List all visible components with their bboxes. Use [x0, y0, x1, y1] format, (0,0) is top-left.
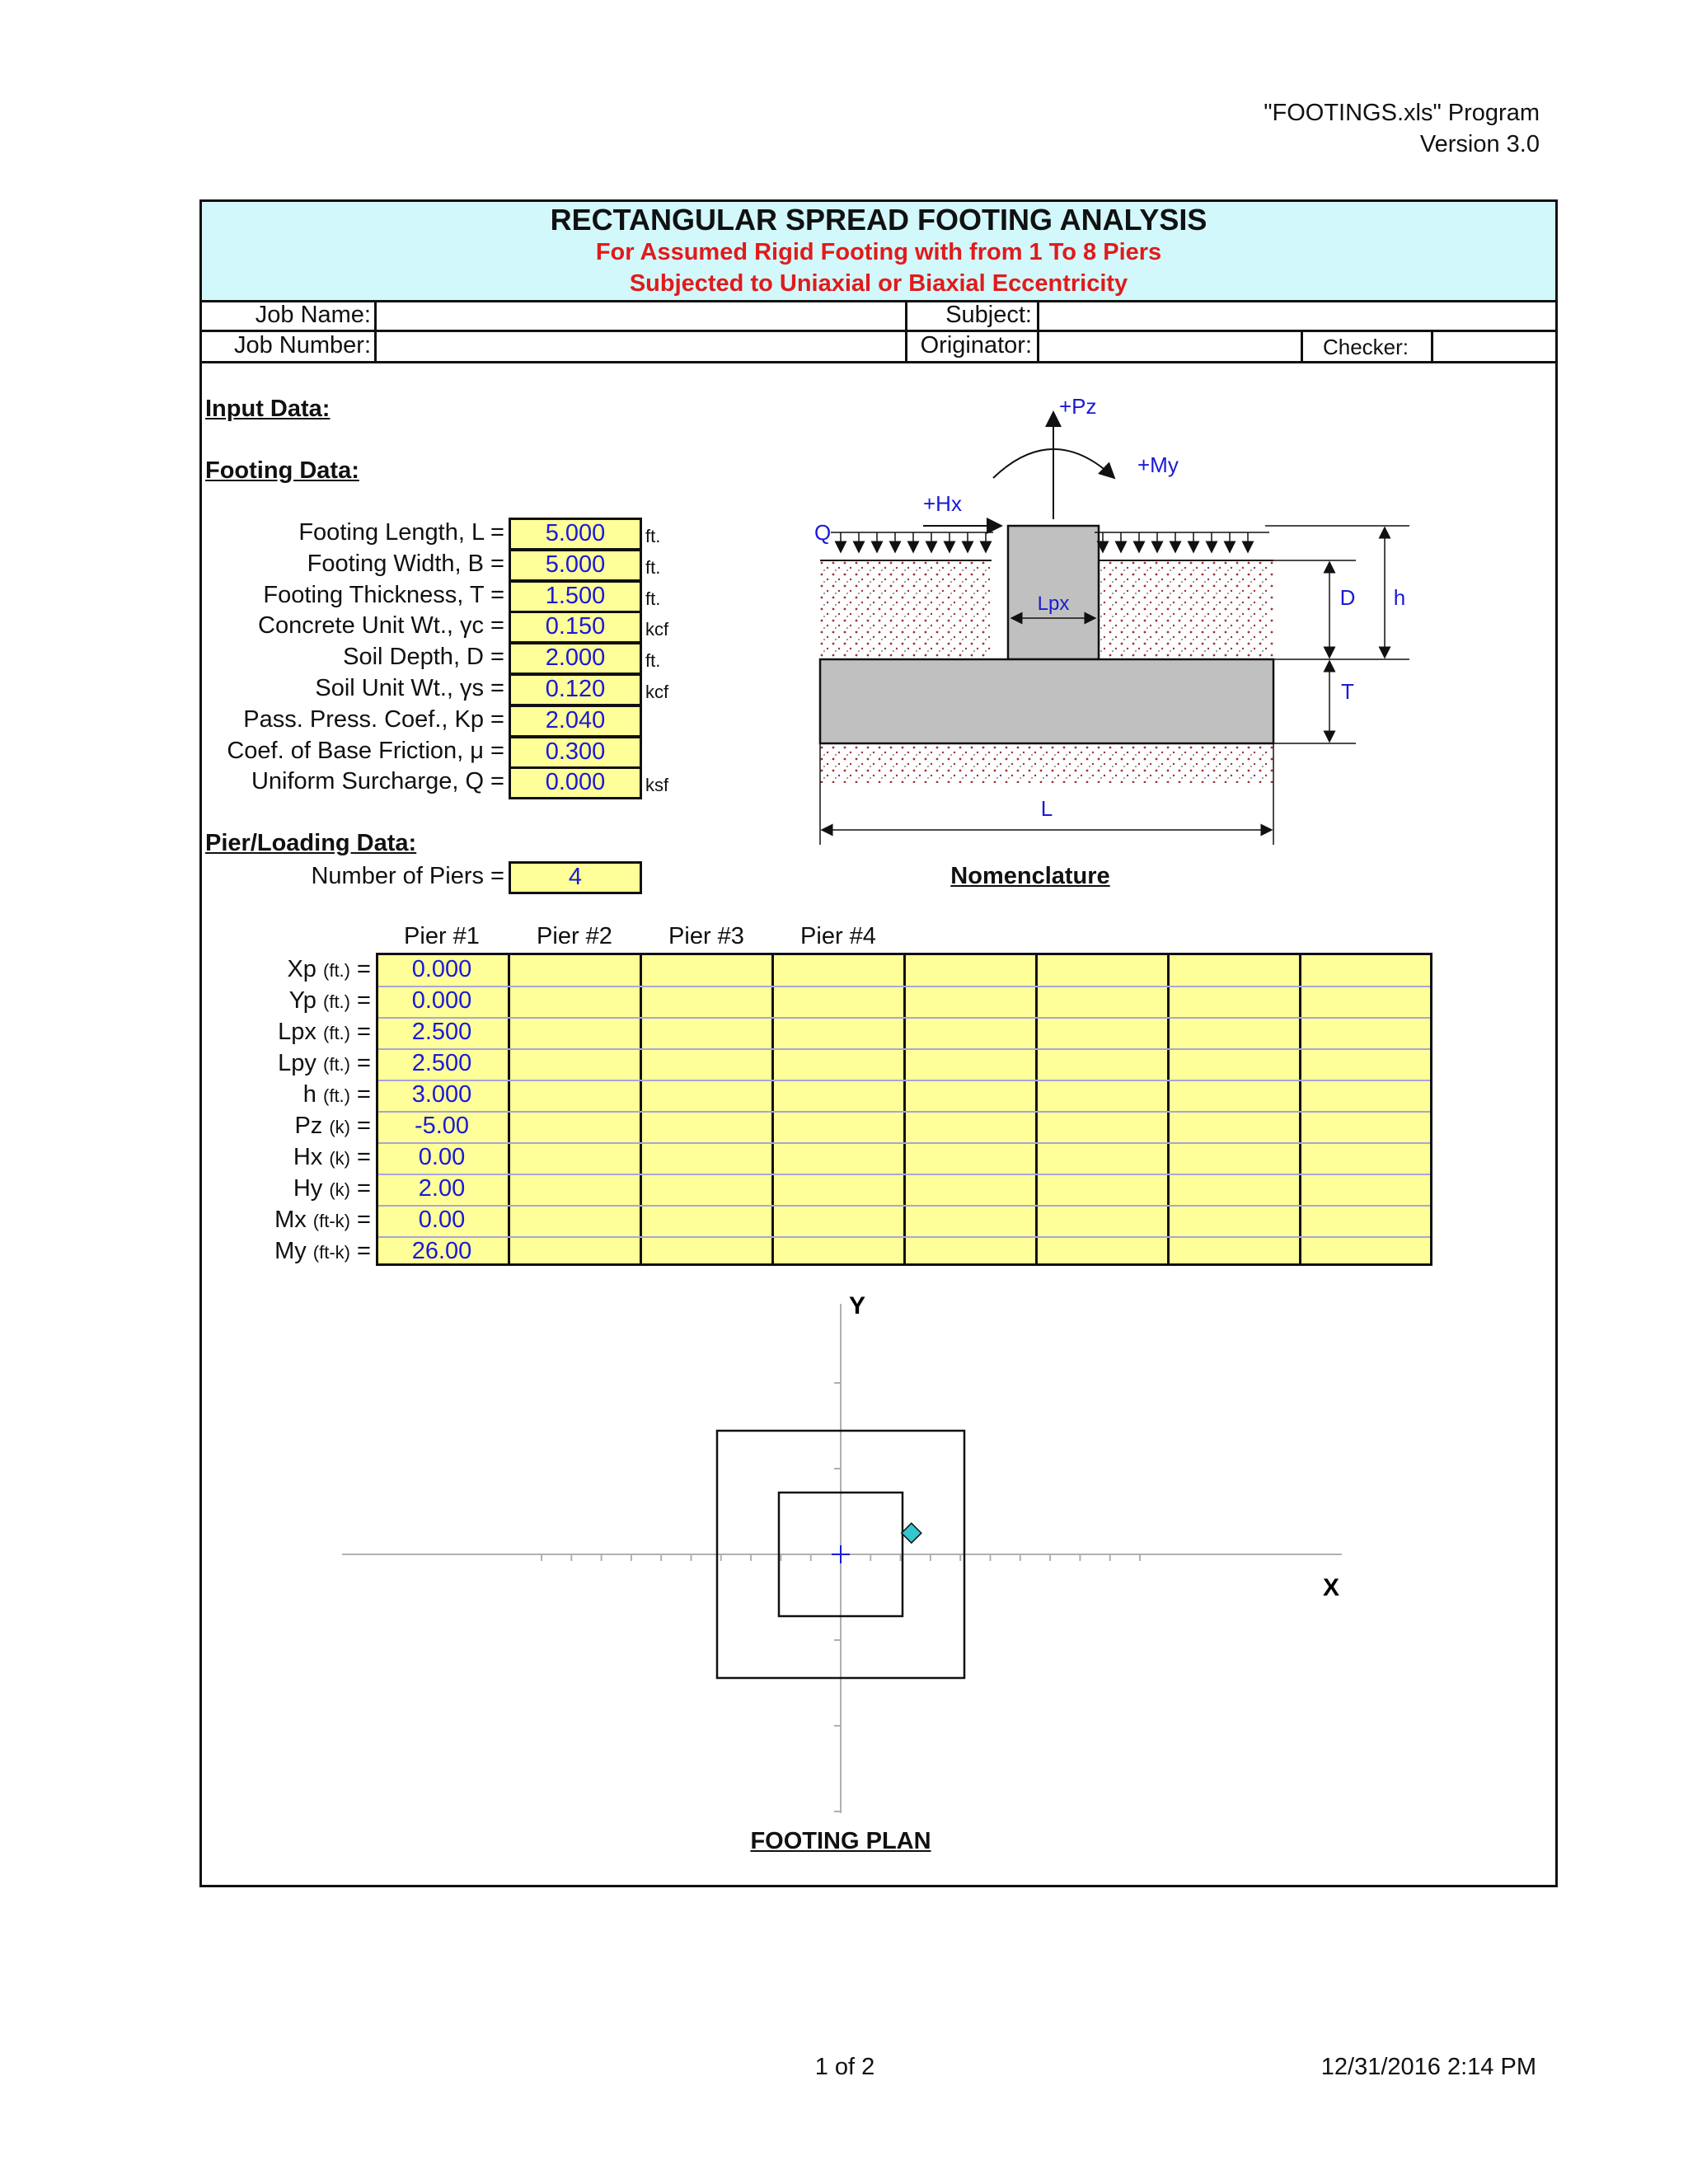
- row-label-lpy: Lpy (ft.) =: [278, 1050, 371, 1076]
- h-label: h: [1393, 585, 1406, 610]
- footing-width-unit: ft.: [645, 557, 661, 578]
- sheet-subtitle-1: For Assumed Rigid Footing with from 1 To 8 Piers: [595, 239, 1162, 265]
- plan-axes: [342, 1304, 1342, 1813]
- soil-fill-right: [1082, 560, 1273, 659]
- footing-plan: [330, 1286, 1360, 1863]
- pier-1-mx[interactable]: 0.00: [418, 1207, 466, 1233]
- pier-1-xp[interactable]: 0.000: [411, 956, 472, 982]
- footing-thickness-label: Footing Thickness, T =: [263, 582, 504, 608]
- row-label-pz: Pz (k) =: [294, 1113, 371, 1139]
- row-label-hy: Hy (k) =: [293, 1175, 371, 1202]
- divider: [905, 300, 907, 363]
- divider: [374, 300, 377, 363]
- soil-unit-wt-label: Soil Unit Wt., γs =: [315, 675, 504, 701]
- originator-label: Originator:: [920, 332, 1032, 359]
- number-of-piers-label: Number of Piers =: [311, 863, 504, 889]
- footing-thickness-input[interactable]: 1.500: [509, 580, 642, 613]
- uniform-surcharge-input[interactable]: 0.000: [509, 766, 642, 799]
- divider: [1301, 330, 1303, 363]
- resultant-marker: [902, 1523, 921, 1543]
- divider: [202, 361, 1555, 363]
- originator-field[interactable]: [1043, 332, 1296, 360]
- program-name: "FOOTINGS.xls" Program: [1264, 100, 1540, 126]
- q-label: Q: [814, 520, 832, 545]
- number-of-piers-input[interactable]: 4: [509, 861, 642, 894]
- pier-3-header: Pier #3: [668, 923, 744, 949]
- l-label: L: [1040, 796, 1053, 821]
- divider: [1431, 330, 1433, 363]
- base-friction-coef-input[interactable]: 0.300: [509, 736, 642, 769]
- soil-unit-wt-input[interactable]: 0.120: [509, 673, 642, 706]
- pier-1-pz[interactable]: -5.00: [414, 1113, 470, 1139]
- soil-unit-wt-unit: kcf: [645, 682, 669, 702]
- soil-depth-input[interactable]: 2.000: [509, 642, 642, 675]
- pier-4-header: Pier #4: [800, 923, 876, 949]
- passive-pressure-coef-input[interactable]: 2.040: [509, 705, 642, 738]
- footing-plan-title: FOOTING PLAN: [750, 1828, 931, 1854]
- row-label-hx: Hx (k) =: [293, 1144, 371, 1170]
- sheet-title: RECTANGULAR SPREAD FOOTING ANALYSIS: [550, 203, 1207, 237]
- soil-depth-unit: ft.: [645, 650, 661, 671]
- row-label-lpx: Lpx (ft.) =: [278, 1019, 371, 1045]
- concrete-unit-wt-unit: kcf: [645, 619, 669, 640]
- pier-1-hx[interactable]: 0.00: [418, 1144, 466, 1170]
- footing-data-heading: Footing Data:: [205, 457, 359, 484]
- footing-width-label: Footing Width, B =: [307, 551, 504, 577]
- pier-1-yp[interactable]: 0.000: [411, 987, 472, 1014]
- uniform-surcharge-label: Uniform Surcharge, Q =: [251, 768, 504, 794]
- base-friction-coef-label: Coef. of Base Friction, μ =: [227, 738, 504, 764]
- pier-1-hy[interactable]: 2.00: [418, 1175, 466, 1202]
- job-name-field[interactable]: [381, 302, 900, 330]
- concrete-unit-wt-label: Concrete Unit Wt., γc =: [258, 612, 504, 639]
- pier-1-lpy[interactable]: 2.500: [411, 1050, 472, 1076]
- footing-length-label: Footing Length, L =: [298, 519, 504, 546]
- row-label-xp: Xp (ft.) =: [287, 956, 371, 982]
- passive-pressure-coef-label: Pass. Press. Coef., Kp =: [243, 706, 504, 733]
- pz-label: +Pz: [1059, 394, 1097, 419]
- d-label: D: [1339, 585, 1356, 610]
- program-version: Version 3.0: [1419, 131, 1540, 157]
- nomenclature-diagram: [808, 387, 1418, 865]
- footing-width-input[interactable]: 5.000: [509, 549, 642, 582]
- subject-label: Subject:: [945, 302, 1032, 328]
- pier-data-heading: Pier/Loading Data:: [205, 830, 417, 856]
- uniform-surcharge-unit: ksf: [645, 775, 669, 795]
- checker-field[interactable]: [1436, 332, 1551, 360]
- pier-center-mark: [832, 1545, 850, 1563]
- pier-1-my[interactable]: 26.00: [411, 1238, 472, 1264]
- divider: [1037, 300, 1039, 363]
- pier-1-h[interactable]: 3.000: [411, 1081, 472, 1108]
- t-label: T: [1341, 679, 1354, 704]
- pier-1-header: Pier #1: [404, 923, 480, 949]
- row-label-yp: Yp (ft.) =: [288, 987, 371, 1014]
- my-label: +My: [1137, 452, 1179, 477]
- soil-depth-label: Soil Depth, D =: [343, 644, 504, 670]
- page-number: 1 of 2: [814, 2054, 875, 2080]
- surcharge-arrows-left: [841, 532, 986, 552]
- soil-fill-left: [820, 560, 992, 659]
- nomenclature-title: Nomenclature: [950, 863, 1110, 889]
- job-number-field[interactable]: [381, 332, 900, 360]
- x-axis-label: X: [1323, 1574, 1340, 1601]
- sheet-subtitle-2: Subjected to Uniaxial or Biaxial Eccentricity: [629, 270, 1128, 297]
- checker-label: Checker:: [1322, 335, 1409, 359]
- footing-length-unit: ft.: [645, 526, 661, 546]
- job-name-label: Job Name:: [255, 302, 371, 328]
- row-label-h: h (ft.) =: [302, 1081, 371, 1108]
- surcharge-arrows-right: [1103, 532, 1248, 552]
- print-datetime: 12/31/2016 2:14 PM: [1320, 2054, 1536, 2080]
- footing-thickness-unit: ft.: [645, 588, 661, 609]
- footing-shape: [820, 659, 1273, 743]
- subject-field[interactable]: [1043, 302, 1546, 330]
- pier-2-header: Pier #2: [537, 923, 612, 949]
- lpx-label: Lpx: [1037, 593, 1070, 615]
- job-number-label: Job Number:: [233, 332, 371, 359]
- row-label-mx: Mx (ft-k) =: [274, 1207, 371, 1233]
- footing-length-input[interactable]: 5.000: [509, 518, 642, 551]
- input-data-heading: Input Data:: [205, 396, 331, 422]
- y-axis-label: Y: [849, 1292, 866, 1319]
- concrete-unit-wt-input[interactable]: 0.150: [509, 611, 642, 644]
- soil-fill-below: [820, 743, 1273, 783]
- pier-1-lpx[interactable]: 2.500: [411, 1019, 472, 1045]
- hx-label: +Hx: [923, 491, 962, 516]
- row-label-my: My (ft-k) =: [274, 1238, 371, 1264]
